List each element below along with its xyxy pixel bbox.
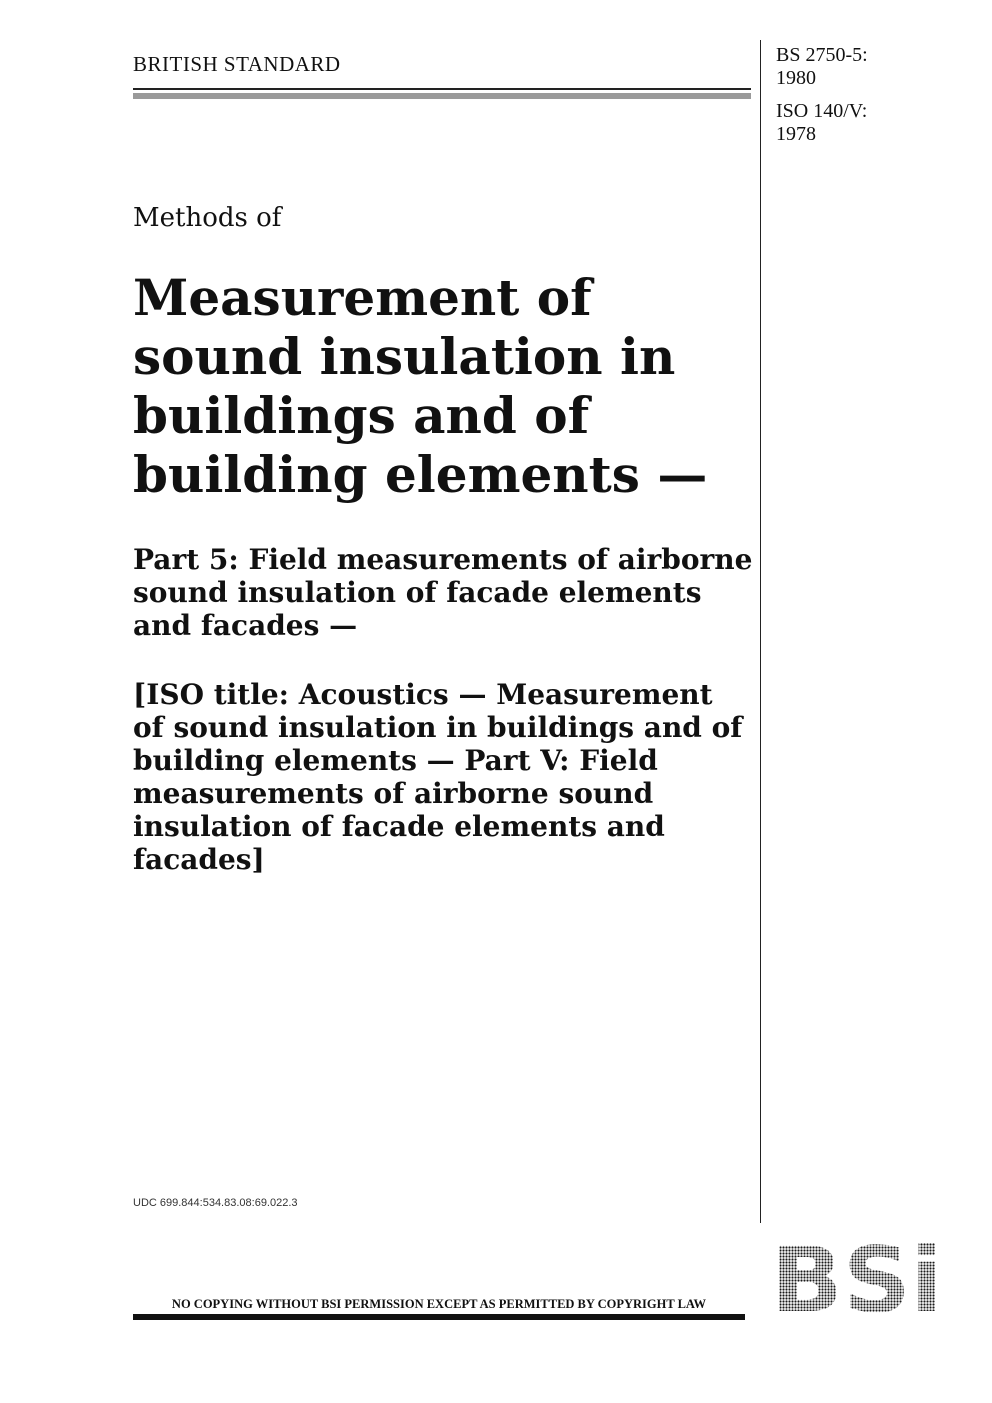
iso-code: ISO 140/V: (776, 100, 868, 122)
bs-code: BS 2750-5: (776, 44, 868, 66)
bsi-logo (770, 1243, 945, 1317)
part-title: Part 5: Field measurements of airborne sound insulation of facade elements and facades — (133, 543, 753, 642)
title-prefix: Methods of (133, 203, 282, 233)
iso-title: [ISO title: Acoustics — Measurement of sound insulation in buildings and of building elements — Part V: Field measurements of airborne sound insulation of facade elements and facades] (133, 678, 743, 876)
header-rule (133, 88, 751, 90)
bs-year: 1980 (776, 67, 816, 89)
brand-label: BRITISH STANDARD (133, 52, 341, 76)
copyright-notice: NO COPYING WITHOUT BSI PERMISSION EXCEPT AS PERMITTED BY COPYRIGHT LAW (171, 1297, 707, 1311)
column-divider (760, 40, 761, 1223)
udc-code: UDC 699.844:534.83.08:69.022.3 (133, 1197, 298, 1209)
standard-ref-bs (776, 44, 868, 90)
header-rule-grey (133, 93, 751, 99)
standard-ref-iso (776, 100, 867, 146)
main-title: Measurement of sound insulation in buildings and of building elements — (133, 268, 708, 504)
footer-rule (133, 1314, 745, 1320)
iso-year: 1978 (776, 123, 816, 145)
bsi-logo-text: BSi (771, 1243, 943, 1317)
